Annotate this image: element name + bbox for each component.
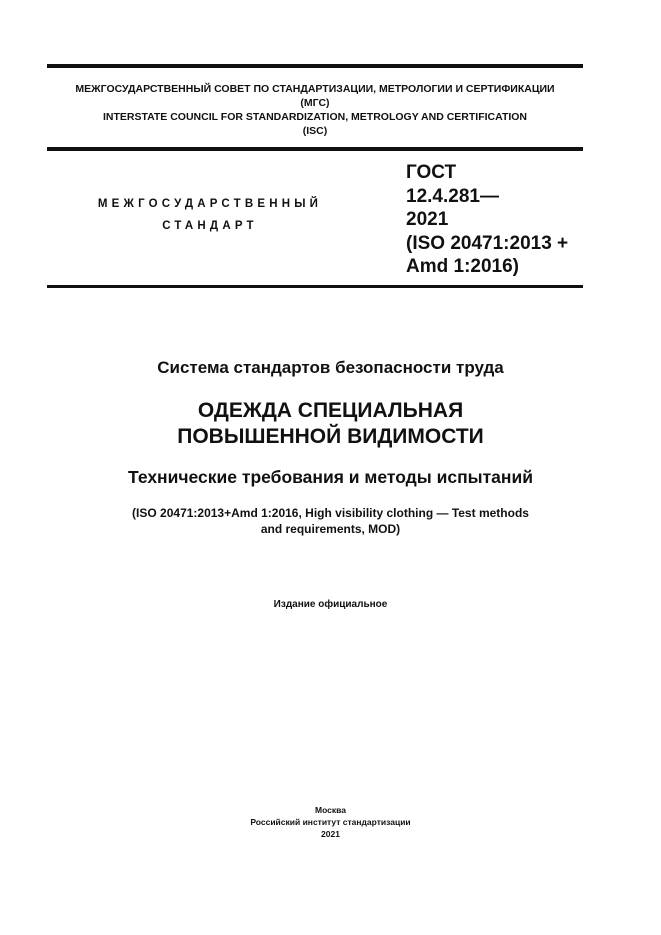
main-title	[0, 398, 661, 450]
iso-reference-line1: (ISO 20471:2013+Amd 1:2016, High visibility clothing — Test methods	[132, 506, 529, 520]
council-abbr-ru: (МГС)	[300, 97, 330, 109]
edition-label: Издание официальное	[273, 599, 388, 610]
top-rule	[47, 64, 583, 68]
publisher-block	[0, 804, 661, 840]
designation-iso-line2: Amd 1:2016)	[406, 256, 519, 277]
publisher-institute: Российский институт стандартизации	[250, 817, 411, 827]
council-name-en: INTERSTATE COUNCIL FOR STANDARDIZATION, METROLOGY AND CERTIFICATION	[102, 111, 528, 123]
publisher-city: Москва	[315, 805, 346, 815]
council-name-ru: МЕЖГОСУДАРСТВЕННЫЙ СОВЕТ ПО СТАНДАРТИЗАЦИИ, МЕТРОЛОГИИ И СЕРТИФИКАЦИИ	[75, 83, 555, 95]
subtitle: Технические требования и методы испытаний	[128, 467, 533, 487]
standard-designation	[406, 161, 586, 279]
designation-prefix: ГОСТ	[406, 162, 457, 183]
council-abbr-en: (ISC)	[302, 125, 328, 137]
iso-reference-line2: and requirements, MOD)	[260, 522, 401, 536]
main-title-line1: ОДЕЖДА СПЕЦИАЛЬНАЯ	[197, 399, 464, 422]
standard-type	[70, 193, 350, 237]
standard-type-line1: МЕЖГОСУДАРСТВЕННЫЙ	[97, 198, 323, 210]
series-title: Система стандартов безопасности труда	[157, 358, 504, 377]
designation-iso-line1: (ISO 20471:2013 +	[406, 232, 569, 254]
iso-reference	[0, 505, 661, 537]
bottom-rule	[47, 285, 583, 288]
council-header	[47, 82, 583, 138]
standard-type-line2: СТАНДАРТ	[162, 220, 258, 232]
main-title-line2: ПОВЫШЕННОЙ ВИДИМОСТИ	[177, 425, 484, 448]
publisher-year: 2021	[321, 829, 340, 839]
designation-year: 2021	[406, 209, 449, 230]
designation-number: 12.4.281—	[406, 185, 499, 207]
middle-rule	[47, 147, 583, 151]
